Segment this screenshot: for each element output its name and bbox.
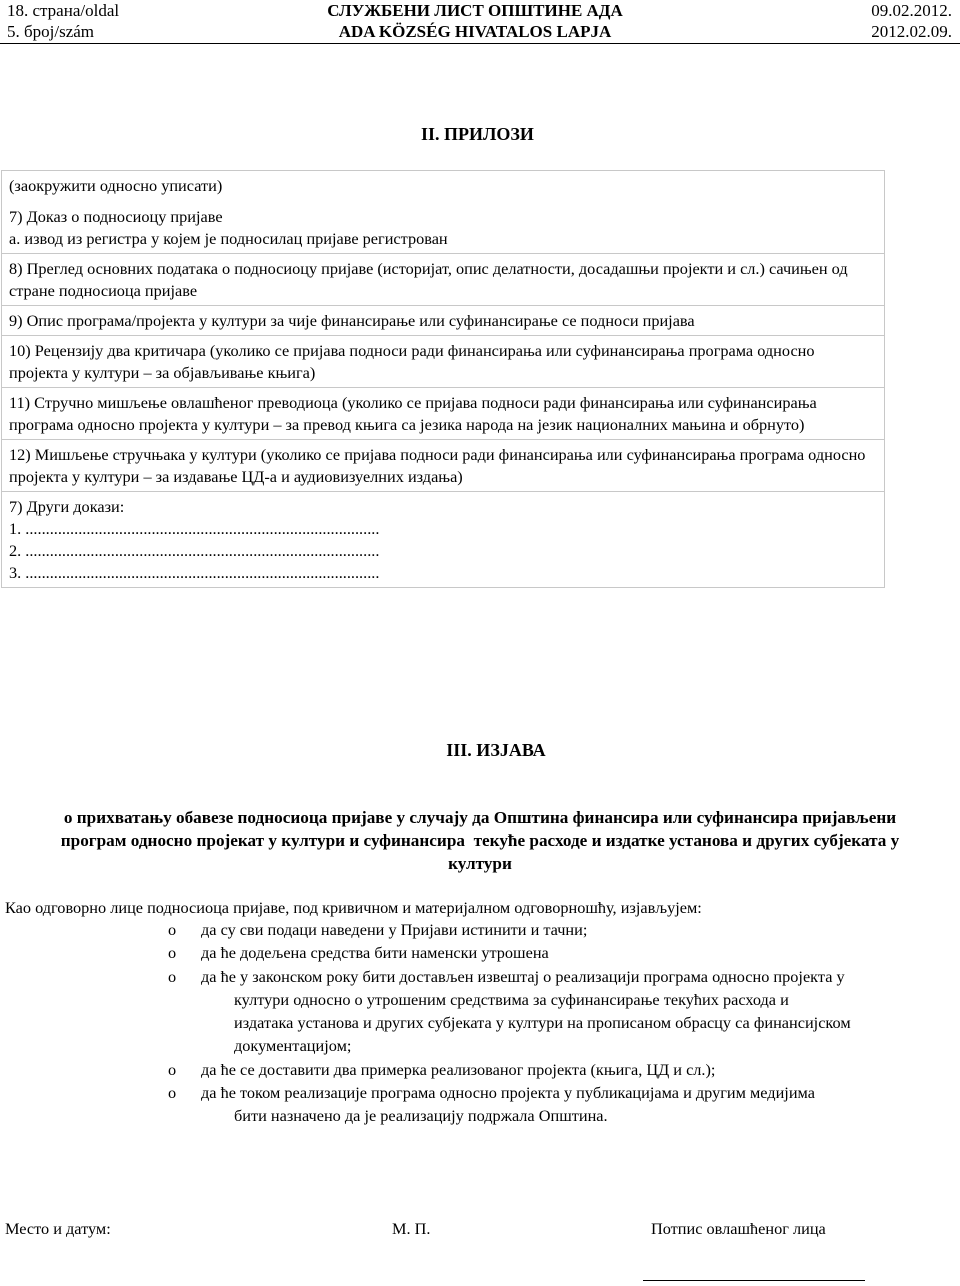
attachment-item-7: 7) Доказ о подносиоцу пријаве [9, 207, 223, 226]
table-row [2, 306, 885, 336]
declaration-text: да ће се доставити два примерка реализованог пројекта (књига, ЦД и сл.); [201, 1059, 716, 1079]
list-item [0, 941, 960, 964]
declaration-text: да ће у законском року бити достављен извештај о реализацији програма односно пројекта у [201, 966, 845, 986]
header-title-serbian: СЛУЖБЕНИ ЛИСТ ОПШТИНЕ АДА [327, 1, 623, 20]
header-publication-title [0, 0, 960, 42]
table-row [2, 440, 885, 492]
signature-label: Потпис овлашћеног лица [651, 1219, 826, 1238]
statement-heading-line-1: о прихватању обавезе подносиоца пријаве у случају да Општина финансира или суфинансира пријављени [63, 808, 897, 827]
attachment-item-12: 12) Мишљење стручњака у култури (уколико се пријава подноси ради финансирања или суфинансирања програма односно пројекта у култури – за издавање ЦД-а и аудиовизуелних издања) [2, 440, 885, 492]
header-issue-label: 5. број/szám [7, 22, 95, 41]
declaration-text: да ће додељена средства бити наменски утрошена [201, 943, 549, 963]
stamp-label: М. П. [392, 1219, 431, 1238]
other-proof-line-2: 2. ....................................................................................... [9, 541, 380, 560]
attachments-instruction: (заокружити односно уписати) [9, 176, 223, 195]
list-item [0, 918, 960, 941]
bullet-icon: o [168, 966, 177, 986]
attachments-table [1, 170, 885, 588]
other-proofs-cell [2, 492, 885, 588]
declaration-continuation: бити назначено да је реализацију подржала Општина. [234, 1106, 608, 1126]
statement-heading-line-3: култури [448, 854, 512, 873]
section-attachments-title: II. ПРИЛОЗИ [421, 124, 534, 144]
table-row [2, 336, 885, 388]
attachments-cell [2, 171, 885, 254]
attachment-item-7a: а. извод из регистра у којем је подносилац пријаве регистрован [9, 229, 448, 248]
header-date-serbian: 09.02.2012. [871, 1, 952, 20]
table-row [2, 171, 885, 254]
header-date-hungarian: 2012.02.09. [871, 22, 952, 41]
bullet-icon: o [168, 1059, 177, 1079]
statement-heading-line-2: програм односно пројекат у култури и суфинансира текуће расходе и издатке установа и других субјеката у [60, 831, 900, 850]
attachment-item-8: 8) Преглед основних података о подносиоцу пријаве (историјат, опис делатности, досадашњи пројекти и сл.) сачињен од стране подносиоца пријаве [2, 254, 885, 306]
attachment-item-10: 10) Рецензију два критичара (уколико се пријава подноси ради финансирања или суфинансирања програма односно пројекта у култури – за објављивање књига) [2, 336, 885, 388]
header-date [871, 0, 952, 42]
declaration-text: да су сви подаци наведени у Пријави истинити и тачни; [201, 920, 588, 939]
list-item [0, 1058, 960, 1081]
list-item [0, 965, 960, 1058]
table-row [2, 492, 885, 588]
place-and-date-label: Место и датум: [5, 1219, 111, 1238]
header-title-hungarian: ADA KÖZSÉG HIVATALOS LAPJA [338, 22, 612, 41]
other-proof-line-1: 1. ....................................................................................... [9, 519, 380, 538]
attachment-item-11: 11) Стручно мишљење овлашћеног преводиоца (уколико се пријава подноси ради финансирања или суфинансирања програма односно пројекта у култури – за превод књига са језика народа на језик националних мањина и обрнуто) [2, 388, 885, 440]
attachment-item-9: 9) Опис програма/пројекта у култури за чије финансирање или суфинансирање се подноси пријава [2, 306, 885, 336]
bullet-icon: o [168, 920, 177, 939]
table-row [2, 388, 885, 440]
bullet-icon: o [168, 943, 177, 963]
statement-heading [0, 806, 960, 875]
statement-intro: Као одговорно лице подносиоца пријаве, под кривичном и материјалном одговорношћу, изјављујем: [5, 898, 702, 917]
signature-line [643, 1280, 865, 1281]
other-proof-line-3: 3. ....................................................................................... [9, 563, 380, 582]
declaration-continuation: култури односно о утрошеним средствима за суфинансирање текућих расхода и [234, 989, 789, 1009]
declaration-continuation: издатака установа и других субјеката у култури на прописаном обрасцу са финансијском [234, 1013, 851, 1033]
other-proofs-title: 7) Други докази: [9, 497, 125, 516]
declaration-text: да ће током реализације програма односно пројекта у публикацијама и другим медијима [201, 1083, 815, 1103]
declaration-list [0, 918, 960, 1128]
table-row [2, 254, 885, 306]
section-statement-title: III. ИЗЈАВА [446, 740, 546, 760]
header-page-label: 18. страна/oldal [7, 1, 120, 20]
bullet-icon: o [168, 1083, 177, 1103]
list-item [0, 1081, 960, 1128]
declaration-continuation: документацијом; [234, 1036, 352, 1056]
header-divider [0, 43, 960, 44]
page-header [0, 0, 960, 44]
